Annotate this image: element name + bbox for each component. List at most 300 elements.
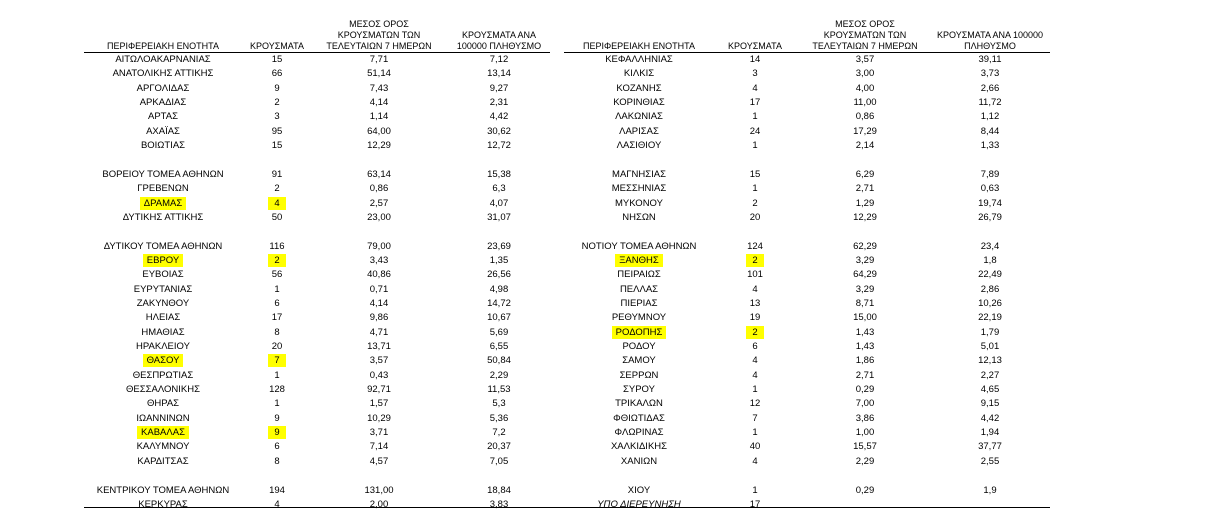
region-name-cell [564,326,714,340]
seven-day-average-cell [324,311,434,325]
cases-cell [722,426,788,440]
seven-day-average-cell [810,484,920,498]
value-label: 26,56 [487,269,511,281]
value-label: 3,86 [855,412,875,424]
value-label: 1,9 [983,484,997,496]
value-label: 4 [752,82,758,94]
cases-per-100k-cell [452,254,546,268]
region-label: ΘΗΡΑΣ [146,398,180,410]
seven-day-average-cell [324,383,434,397]
cases-per-100k-cell [452,498,546,512]
value-label: 2 [746,254,764,267]
region-name-cell [564,440,714,454]
value-label: 12,13 [978,355,1002,367]
value-label: 26,79 [978,211,1002,223]
seven-day-average-cell [324,240,434,254]
region-label: ΡΟΔΟΥ [622,341,656,352]
region-name-cell [84,340,242,354]
bottom-rule [84,507,1050,508]
value-label: 19 [749,312,761,324]
region-name-cell [564,498,714,512]
cases-per-100k-cell [452,455,546,469]
value-label: 2 [274,97,280,109]
seven-day-average-cell [324,125,434,139]
region-name-cell [84,283,242,297]
cases-cell [722,211,788,225]
region-label: ΕΥΡΥΤΑΝΙΑΣ [133,283,193,295]
region-label: ΑΡΓΟΛΙΔΑΣ [136,82,190,94]
value-label: 17 [271,312,283,324]
region-label: ΚΙΛΚΙΣ [623,68,655,80]
region-name-cell [84,440,242,454]
region-name-cell [84,268,242,282]
value-label: 1,43 [855,341,875,352]
cases-per-100k-cell [930,182,1050,196]
value-label: 2,71 [855,183,875,195]
value-label: 30,62 [487,125,511,137]
cases-cell [244,354,310,368]
region-name-cell [564,283,714,297]
seven-day-average-cell [810,326,920,340]
value-label: 6,3 [492,183,506,195]
cases-cell [722,354,788,368]
value-label: 128 [269,384,285,396]
region-label: ΚΕΡΚΥΡΑΣ [138,498,188,510]
value-label: 116 [269,240,285,252]
value-label: 7,2 [492,427,506,439]
seven-day-average-cell [324,254,434,268]
value-label: 2 [752,197,758,209]
seven-day-average-cell [324,197,434,211]
value-label: 6 [752,341,758,352]
value-label: 17 [749,498,761,510]
table-row [84,96,1050,110]
seven-day-average-cell [810,297,920,311]
value-label: 11,72 [978,97,1002,109]
region-label: ΜΕΣΣΗΝΙΑΣ [611,183,667,195]
value-label: 0,43 [369,369,389,381]
table-row [84,168,1050,182]
value-label: 3,29 [855,254,875,266]
value-label: 40,86 [367,269,391,281]
value-label: 6,55 [489,341,509,352]
region-label: ΑΙΤΩΛΟΑΚΑΡΝΑΝΙΑΣ [115,54,211,65]
cases-per-100k-cell [452,283,546,297]
cases-per-100k-cell [452,340,546,354]
cases-per-100k-cell [930,168,1050,182]
value-label: 4,00 [855,82,875,94]
seven-day-average-cell [324,53,434,67]
region-label: ΘΕΣΠΡΩΤΙΑΣ [132,369,194,381]
value-label: 4 [274,498,280,510]
value-label: 4 [752,369,758,381]
value-label: 3,71 [369,427,389,439]
region-label: ΜΥΚΟΝΟΥ [615,197,663,209]
cases-per-100k-cell [452,383,546,397]
value-label: 12 [749,398,761,410]
value-label: 1,8 [983,254,997,266]
value-label: 5,3 [492,398,506,410]
value-label: 17 [749,97,761,109]
region-label: ΚΑΛΥΜΝΟΥ [136,441,190,453]
value-label: 0,71 [369,283,389,295]
seven-day-average-cell [810,53,920,67]
cases-per-100k-cell [452,369,546,383]
cases-cell [244,412,310,426]
value-label: 4 [268,197,286,210]
value-label: 0,86 [855,111,875,123]
seven-day-average-cell [810,383,920,397]
seven-day-average-cell [810,211,920,225]
cases-per-100k-cell [452,354,546,368]
value-label: 2 [268,254,286,267]
value-label: 7,71 [369,54,389,65]
cases-per-100k-cell [452,426,546,440]
value-label: 9 [274,412,280,424]
table-row [84,311,1050,325]
value-label: 2,27 [980,369,1000,381]
cases-cell [244,82,310,96]
header-cases-per-100k-right [930,0,1050,52]
region-name-cell [84,326,242,340]
seven-day-average-cell [810,125,920,139]
value-label: 6 [274,441,280,453]
value-label: 4,57 [369,455,389,467]
region-name-cell [84,125,242,139]
table-row [84,182,1050,196]
value-label: 1,00 [855,427,875,439]
value-label: 14,72 [487,297,511,309]
seven-day-average-cell [324,211,434,225]
seven-day-average-cell [324,412,434,426]
value-label: 22,19 [978,312,1002,324]
seven-day-average-cell [324,110,434,124]
region-name-cell [84,369,242,383]
value-label: 79,00 [367,240,391,252]
cases-cell [244,211,310,225]
region-name-cell [564,96,714,110]
region-name-cell [564,254,714,268]
region-name-cell [564,426,714,440]
region-label: ΣΕΡΡΩΝ [619,369,659,381]
value-label: 13,71 [367,341,391,352]
value-label: 4,98 [489,283,509,295]
value-label: 12,29 [853,211,877,223]
cases-cell [722,383,788,397]
value-label: 64,29 [853,269,877,281]
seven-day-average-cell [324,426,434,440]
value-label: 13,14 [487,68,511,80]
value-label: 1,35 [489,254,509,266]
cases-cell [722,82,788,96]
cases-per-100k-cell [930,67,1050,81]
cases-cell [244,168,310,182]
seven-day-average-cell [324,455,434,469]
value-label: 7 [268,354,286,367]
cases-cell [722,455,788,469]
cases-per-100k-cell [930,340,1050,354]
seven-day-average-cell [324,297,434,311]
cases-cell [244,96,310,110]
cases-per-100k-cell [930,397,1050,411]
region-name-cell [84,139,242,153]
cases-per-100k-cell [452,125,546,139]
region-label: ΡΟΔΟΠΗΣ [612,326,667,339]
value-label: 1,43 [855,326,875,338]
region-label: ΑΡΚΑΔΙΑΣ [139,97,187,109]
value-label: 3,43 [369,254,389,266]
cases-per-100k-cell [452,211,546,225]
value-label: 37,77 [978,441,1002,453]
value-label: 2,29 [855,455,875,467]
table-row [84,426,1050,440]
seven-day-average-cell [324,440,434,454]
region-name-cell [564,110,714,124]
table-row [84,440,1050,454]
value-label: 66 [271,68,283,80]
cases-per-100k-cell [452,412,546,426]
region-label: ΚΟΖΑΝΗΣ [616,82,662,94]
cases-per-100k-cell [452,110,546,124]
region-label: ΗΛΕΙΑΣ [145,312,181,324]
seven-day-average-cell [810,268,920,282]
value-label: 1,12 [980,111,1000,123]
cases-cell [244,455,310,469]
cases-cell [722,110,788,124]
region-label: ΘΑΣΟΥ [143,354,184,367]
table-row [84,240,1050,254]
value-label: 1 [274,283,280,295]
seven-day-average-cell [810,426,920,440]
cases-per-100k-cell [930,197,1050,211]
region-label: ΑΧΑΪΑΣ [146,125,180,137]
seven-day-average-cell [810,283,920,297]
region-label: ΔΡΑΜΑΣ [140,197,186,210]
seven-day-average-cell [810,110,920,124]
spacer-row [84,153,1050,167]
value-label: 3 [752,68,758,80]
spacer-row [84,469,1050,483]
region-name-cell [84,197,242,211]
value-label: 15,57 [853,441,877,453]
value-label: 2,86 [980,283,1000,295]
region-label: ΙΩΑΝΝΙΝΩΝ [136,412,190,424]
region-label: ΑΡΤΑΣ [148,111,178,123]
region-label: ΧΑΝΙΩΝ [620,455,658,467]
value-label: 63,14 [367,168,391,180]
value-label: 7,12 [489,54,509,65]
region-name-cell [84,354,242,368]
region-name-cell [564,369,714,383]
region-label: ΛΑΡΙΣΑΣ [619,125,659,137]
value-label: 12,72 [487,140,511,152]
value-label: 1 [752,384,758,396]
value-label: 1 [752,484,758,496]
cases-cell [722,326,788,340]
seven-day-average-cell [324,96,434,110]
value-label: 2,29 [489,369,509,381]
cases-cell [244,440,310,454]
region-label: ΞΑΝΘΗΣ [615,254,663,267]
value-label: 4 [752,283,758,295]
value-label: 3 [274,111,280,123]
cases-per-100k-cell [452,197,546,211]
region-label: ΧΑΛΚΙΔΙΚΗΣ [610,441,668,453]
value-label: 7 [752,412,758,424]
seven-day-average-cell [810,412,920,426]
region-label: ΚΟΡΙΝΘΙΑΣ [613,97,665,109]
value-label: 13 [749,297,761,309]
cases-cell [722,397,788,411]
value-label: 1,14 [369,111,389,123]
value-label: 2,66 [980,82,1000,94]
value-label: 4,07 [489,197,509,209]
cases-cell [722,168,788,182]
region-name-cell [564,168,714,182]
seven-day-average-cell [810,96,920,110]
region-name-cell [84,426,242,440]
value-label: 14 [749,54,761,65]
region-label: ΒΟΡΕΙΟΥ ΤΟΜΕΑ ΑΘΗΝΩΝ [102,168,224,180]
seven-day-average-cell [324,67,434,81]
seven-day-average-cell [810,340,920,354]
value-label: 50,84 [487,355,511,367]
table-row [84,498,1050,512]
region-name-cell [564,412,714,426]
table-row [84,326,1050,340]
value-label: 0,86 [369,183,389,195]
seven-day-average-cell [324,268,434,282]
value-label: 2,14 [855,140,875,152]
value-label: 1 [752,183,758,195]
seven-day-average-cell [810,455,920,469]
region-label: ΝΗΣΩΝ [622,211,656,223]
spacer-row [84,225,1050,239]
cases-per-100k-cell [930,484,1050,498]
region-name-cell [84,484,242,498]
value-label: 40 [749,441,761,453]
cases-per-100k-cell [930,412,1050,426]
seven-day-average-cell [324,82,434,96]
value-label: 4,71 [369,326,389,338]
cases-cell [722,254,788,268]
value-label: 50 [271,211,283,223]
cases-per-100k-cell [930,125,1050,139]
cases-cell [244,369,310,383]
table-row [84,283,1050,297]
value-label: 4,42 [489,111,509,123]
cases-cell [722,340,788,354]
cases-cell [722,67,788,81]
cases-cell [244,484,310,498]
cases-cell [722,498,788,512]
region-name-cell [564,197,714,211]
header-label: ΠΕΡΙΦΕΡΕΙΑΚΗ ΕΝΟΤΗΤΑ [582,41,696,51]
value-label: 1 [752,140,758,152]
cases-cell [722,369,788,383]
cases-cell [722,125,788,139]
value-label: 0,63 [980,183,1000,195]
seven-day-average-cell [810,67,920,81]
header-label: ΜΕΣΟΣ ΟΡΟΣ ΚΡΟΥΣΜΑΤΩΝ ΤΩΝ ΤΕΛΕΥΤΑΙΩΝ 7 ΗΜΕΡΩΝ [326,19,432,51]
region-name-cell [84,211,242,225]
value-label: 23,00 [367,211,391,223]
cases-per-100k-cell [930,383,1050,397]
value-label: 1,94 [980,427,1000,439]
seven-day-average-cell [810,498,920,512]
value-label: 1 [274,369,280,381]
cases-per-100k-cell [452,82,546,96]
cases-per-100k-cell [930,53,1050,67]
header-7day-average-left [324,0,434,52]
header-label: ΚΡΟΥΣΜΑΤΑ [728,41,782,51]
cases-cell [244,110,310,124]
value-label: 101 [747,269,763,281]
value-label: 8,44 [980,125,1000,137]
region-label: ΡΕΘΥΜΝΟΥ [611,312,667,324]
header-label: ΠΕΡΙΦΕΡΕΙΑΚΗ ΕΝΟΤΗΤΑ [106,41,220,51]
value-label: 8 [274,455,280,467]
value-label: 10,29 [367,412,391,424]
table-row [84,369,1050,383]
table-row [84,211,1050,225]
header-region-right [564,0,714,52]
region-label: ΠΙΕΡΙΑΣ [620,297,658,309]
region-name-cell [84,311,242,325]
seven-day-average-cell [810,197,920,211]
cases-per-100k-cell [452,397,546,411]
value-label: 64,00 [367,125,391,137]
cases-per-100k-cell [452,139,546,153]
value-label: 194 [269,484,285,496]
value-label: 56 [271,269,283,281]
cases-cell [244,67,310,81]
region-label: ΑΝΑΤΟΛΙΚΗΣ ΑΤΤΙΚΗΣ [112,68,214,80]
value-label: 9 [268,426,286,439]
cases-cell [722,440,788,454]
seven-day-average-cell [810,369,920,383]
seven-day-average-cell [324,168,434,182]
value-label: 12,29 [367,140,391,152]
header-region-left [84,0,242,52]
cases-per-100k-cell [930,139,1050,153]
value-label: 11,53 [487,384,511,396]
value-label: 24 [749,125,761,137]
seven-day-average-cell [810,82,920,96]
value-label: 62,29 [853,240,877,252]
region-label: ΣΥΡΟΥ [623,384,655,396]
table-row [84,383,1050,397]
cases-per-100k-cell [930,498,1050,512]
cases-cell [722,96,788,110]
table-row [84,53,1050,67]
region-name-cell [564,182,714,196]
cases-per-100k-cell [930,326,1050,340]
cases-cell [244,326,310,340]
value-label: 9,27 [489,82,509,94]
cases-cell [244,426,310,440]
value-label: 3,57 [369,355,389,367]
value-label: 2 [746,326,764,339]
value-label: 11,00 [853,97,877,109]
table-row [84,125,1050,139]
region-label: ΗΡΑΚΛΕΙΟΥ [136,341,190,352]
value-label: 92,71 [367,384,391,396]
seven-day-average-cell [324,498,434,512]
cases-per-100k-cell [930,283,1050,297]
cases-cell [244,397,310,411]
region-name-cell [84,53,242,67]
